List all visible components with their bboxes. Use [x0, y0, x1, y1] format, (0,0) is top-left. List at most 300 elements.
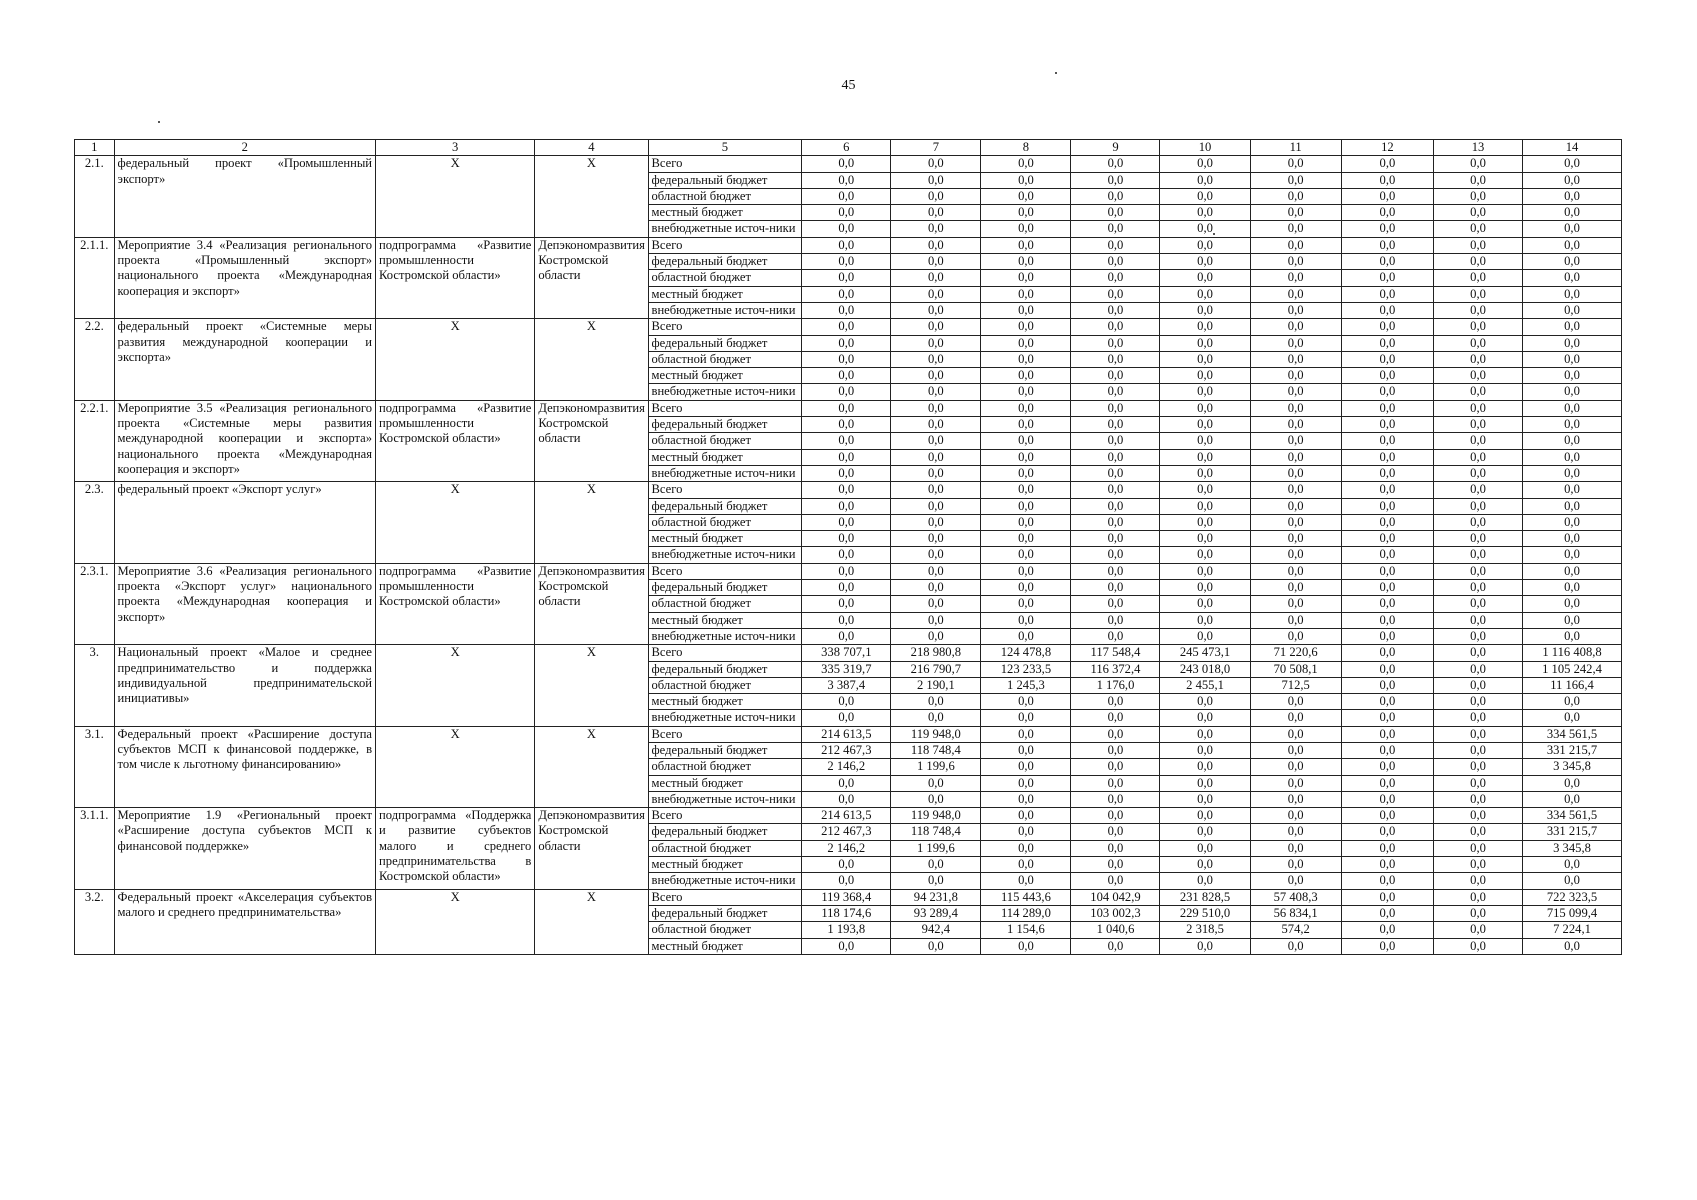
- amount-cell: 2 146,2: [802, 759, 891, 775]
- amount-cell: 0,0: [1160, 563, 1250, 579]
- amount-cell: 0,0: [1523, 384, 1622, 400]
- amount-cell: 0,0: [1523, 188, 1622, 204]
- funding-source: областной бюджет: [648, 922, 802, 938]
- amount-cell: 0,0: [891, 628, 981, 644]
- amount-cell: 0,0: [1434, 547, 1523, 563]
- amount-cell: 0,0: [891, 580, 981, 596]
- event-name: федеральный проект «Промышленный экспорт»: [114, 156, 375, 237]
- amount-cell: 0,0: [1071, 449, 1160, 465]
- column-number-10: 10: [1160, 140, 1250, 156]
- amount-cell: 0,0: [1434, 368, 1523, 384]
- amount-cell: 0,0: [891, 205, 981, 221]
- amount-cell: 0,0: [1250, 596, 1341, 612]
- amount-cell: 0,0: [1523, 710, 1622, 726]
- amount-cell: 0,0: [1250, 400, 1341, 416]
- amount-cell: 0,0: [1160, 824, 1250, 840]
- program-name: Х: [376, 889, 535, 954]
- amount-cell: 0,0: [802, 612, 891, 628]
- amount-cell: 0,0: [981, 791, 1071, 807]
- amount-cell: 0,0: [891, 335, 981, 351]
- amount-cell: 0,0: [891, 449, 981, 465]
- executor-name: Х: [535, 645, 648, 726]
- amount-cell: 0,0: [1434, 286, 1523, 302]
- amount-cell: 0,0: [1071, 335, 1160, 351]
- amount-cell: 0,0: [802, 857, 891, 873]
- funding-source: местный бюджет: [648, 449, 802, 465]
- amount-cell: 0,0: [1341, 498, 1433, 514]
- amount-cell: 0,0: [1071, 563, 1160, 579]
- amount-cell: 57 408,3: [1250, 889, 1341, 905]
- amount-cell: 214 613,5: [802, 808, 891, 824]
- amount-cell: 0,0: [981, 857, 1071, 873]
- amount-cell: 103 002,3: [1071, 905, 1160, 921]
- executor-name: Депэкономразвития Костромской области: [535, 237, 648, 318]
- amount-cell: 0,0: [1071, 351, 1160, 367]
- amount-cell: 0,0: [1160, 302, 1250, 318]
- amount-cell: 0,0: [802, 400, 891, 416]
- amount-cell: 0,0: [1160, 188, 1250, 204]
- amount-cell: 0,0: [1250, 726, 1341, 742]
- amount-cell: 0,0: [1250, 302, 1341, 318]
- amount-cell: 0,0: [981, 628, 1071, 644]
- amount-cell: 0,0: [1341, 384, 1433, 400]
- amount-cell: 0,0: [802, 710, 891, 726]
- table-row: [75, 156, 1622, 172]
- amount-cell: 0,0: [1250, 221, 1341, 237]
- amount-cell: 0,0: [1250, 694, 1341, 710]
- amount-cell: 0,0: [1160, 514, 1250, 530]
- amount-cell: 243 018,0: [1160, 661, 1250, 677]
- amount-cell: 0,0: [1071, 156, 1160, 172]
- amount-cell: 0,0: [1250, 628, 1341, 644]
- amount-cell: 1 199,6: [891, 759, 981, 775]
- amount-cell: 0,0: [1250, 188, 1341, 204]
- amount-cell: 0,0: [1341, 188, 1433, 204]
- amount-cell: 0,0: [1523, 237, 1622, 253]
- amount-cell: 0,0: [981, 482, 1071, 498]
- table-row: [75, 237, 1622, 253]
- amount-cell: 0,0: [1250, 384, 1341, 400]
- amount-cell: 0,0: [1523, 791, 1622, 807]
- amount-cell: 0,0: [802, 449, 891, 465]
- amount-cell: 0,0: [1250, 563, 1341, 579]
- amount-cell: 0,0: [1250, 433, 1341, 449]
- amount-cell: 0,0: [1341, 889, 1433, 905]
- amount-cell: 0,0: [1071, 547, 1160, 563]
- row-code: 3.: [75, 645, 115, 726]
- funding-source: внебюджетные источ-ники: [648, 710, 802, 726]
- row-code: 3.1.: [75, 726, 115, 807]
- amount-cell: 0,0: [1434, 221, 1523, 237]
- amount-cell: 0,0: [1071, 254, 1160, 270]
- amount-cell: 0,0: [1250, 824, 1341, 840]
- amount-cell: 574,2: [1250, 922, 1341, 938]
- amount-cell: 0,0: [1071, 726, 1160, 742]
- amount-cell: 0,0: [1434, 482, 1523, 498]
- amount-cell: 0,0: [802, 172, 891, 188]
- amount-cell: 0,0: [1250, 270, 1341, 286]
- amount-cell: 0,0: [891, 156, 981, 172]
- amount-cell: 114 289,0: [981, 905, 1071, 921]
- amount-cell: 0,0: [891, 775, 981, 791]
- amount-cell: 0,0: [1434, 775, 1523, 791]
- amount-cell: 0,0: [1071, 302, 1160, 318]
- amount-cell: 0,0: [1250, 742, 1341, 758]
- row-code: 2.1.1.: [75, 237, 115, 318]
- funding-source: областной бюджет: [648, 270, 802, 286]
- amount-cell: 0,0: [1160, 400, 1250, 416]
- funding-source: Всего: [648, 156, 802, 172]
- amount-cell: 2 318,5: [1160, 922, 1250, 938]
- amount-cell: 0,0: [1341, 612, 1433, 628]
- amount-cell: 0,0: [1250, 498, 1341, 514]
- amount-cell: 0,0: [891, 319, 981, 335]
- amount-cell: 0,0: [981, 237, 1071, 253]
- amount-cell: 0,0: [802, 286, 891, 302]
- amount-cell: 0,0: [1160, 335, 1250, 351]
- amount-cell: 0,0: [1341, 905, 1433, 921]
- amount-cell: 0,0: [1341, 368, 1433, 384]
- amount-cell: 0,0: [1523, 351, 1622, 367]
- amount-cell: 0,0: [802, 498, 891, 514]
- amount-cell: 0,0: [1434, 726, 1523, 742]
- amount-cell: 0,0: [891, 384, 981, 400]
- page-number: 45: [841, 78, 856, 93]
- event-name: Федеральный проект «Акселерация субъектов малого и среднего предпринимательства»: [114, 889, 375, 954]
- executor-name: Х: [535, 156, 648, 237]
- amount-cell: 0,0: [1434, 645, 1523, 661]
- amount-cell: 0,0: [1160, 710, 1250, 726]
- amount-cell: 0,0: [1250, 514, 1341, 530]
- funding-source: областной бюджет: [648, 514, 802, 530]
- amount-cell: 0,0: [802, 335, 891, 351]
- funding-source: местный бюджет: [648, 531, 802, 547]
- amount-cell: 0,0: [1523, 335, 1622, 351]
- amount-cell: 0,0: [1160, 498, 1250, 514]
- amount-cell: 0,0: [1160, 857, 1250, 873]
- amount-cell: 0,0: [1250, 710, 1341, 726]
- amount-cell: 0,0: [1434, 710, 1523, 726]
- amount-cell: 0,0: [981, 335, 1071, 351]
- funding-source: местный бюджет: [648, 205, 802, 221]
- funding-source: федеральный бюджет: [648, 172, 802, 188]
- amount-cell: 0,0: [1523, 612, 1622, 628]
- amount-cell: 2 455,1: [1160, 677, 1250, 693]
- amount-cell: 0,0: [981, 286, 1071, 302]
- column-number-8: 8: [981, 140, 1071, 156]
- amount-cell: 214 613,5: [802, 726, 891, 742]
- amount-cell: 0,0: [1250, 547, 1341, 563]
- amount-cell: 0,0: [1341, 873, 1433, 889]
- amount-cell: 0,0: [1341, 270, 1433, 286]
- amount-cell: 0,0: [1160, 628, 1250, 644]
- amount-cell: 0,0: [1523, 400, 1622, 416]
- amount-cell: 0,0: [891, 547, 981, 563]
- column-number-11: 11: [1250, 140, 1341, 156]
- amount-cell: 0,0: [1071, 237, 1160, 253]
- amount-cell: 116 372,4: [1071, 661, 1160, 677]
- amount-cell: 0,0: [1160, 938, 1250, 954]
- amount-cell: 0,0: [891, 368, 981, 384]
- amount-cell: 0,0: [1434, 873, 1523, 889]
- funding-source: федеральный бюджет: [648, 254, 802, 270]
- amount-cell: 712,5: [1250, 677, 1341, 693]
- amount-cell: 0,0: [981, 514, 1071, 530]
- amount-cell: 0,0: [981, 270, 1071, 286]
- amount-cell: 0,0: [1071, 433, 1160, 449]
- amount-cell: 0,0: [1160, 286, 1250, 302]
- column-number-1: 1: [75, 140, 115, 156]
- amount-cell: 0,0: [802, 221, 891, 237]
- amount-cell: 0,0: [891, 302, 981, 318]
- table-row: [75, 726, 1622, 742]
- amount-cell: 0,0: [981, 368, 1071, 384]
- amount-cell: 0,0: [802, 302, 891, 318]
- amount-cell: 0,0: [1071, 465, 1160, 481]
- amount-cell: 0,0: [1434, 563, 1523, 579]
- amount-cell: 334 561,5: [1523, 726, 1622, 742]
- amount-cell: 0,0: [1250, 319, 1341, 335]
- budget-table: [74, 139, 1622, 955]
- amount-cell: 0,0: [1071, 188, 1160, 204]
- amount-cell: 0,0: [1160, 612, 1250, 628]
- executor-name: Х: [535, 726, 648, 807]
- amount-cell: 0,0: [1160, 270, 1250, 286]
- program-name: Х: [376, 482, 535, 563]
- funding-source: областной бюджет: [648, 759, 802, 775]
- program-name: подпрограмма «Развитие промышленности Костромской области»: [376, 563, 535, 644]
- amount-cell: 0,0: [891, 221, 981, 237]
- amount-cell: 0,0: [1071, 775, 1160, 791]
- amount-cell: 0,0: [1160, 742, 1250, 758]
- amount-cell: 0,0: [1434, 433, 1523, 449]
- amount-cell: 0,0: [1071, 840, 1160, 856]
- amount-cell: 2 146,2: [802, 840, 891, 856]
- amount-cell: 123 233,5: [981, 661, 1071, 677]
- amount-cell: 0,0: [1434, 596, 1523, 612]
- amount-cell: 0,0: [1341, 596, 1433, 612]
- amount-cell: 0,0: [1523, 531, 1622, 547]
- funding-source: федеральный бюджет: [648, 742, 802, 758]
- amount-cell: 0,0: [1341, 677, 1433, 693]
- amount-cell: 0,0: [1250, 580, 1341, 596]
- amount-cell: 0,0: [1341, 351, 1433, 367]
- amount-cell: 0,0: [891, 791, 981, 807]
- amount-cell: 0,0: [981, 596, 1071, 612]
- amount-cell: 0,0: [981, 221, 1071, 237]
- amount-cell: 1 193,8: [802, 922, 891, 938]
- column-number-row: [75, 140, 1622, 156]
- amount-cell: 0,0: [802, 254, 891, 270]
- amount-cell: 0,0: [1523, 319, 1622, 335]
- amount-cell: 0,0: [1341, 563, 1433, 579]
- amount-cell: 0,0: [1434, 205, 1523, 221]
- funding-source: федеральный бюджет: [648, 661, 802, 677]
- amount-cell: 0,0: [1341, 433, 1433, 449]
- amount-cell: 0,0: [1071, 628, 1160, 644]
- amount-cell: 3 345,8: [1523, 840, 1622, 856]
- amount-cell: 0,0: [1071, 514, 1160, 530]
- table-row: [75, 645, 1622, 661]
- funding-source: местный бюджет: [648, 368, 802, 384]
- amount-cell: 0,0: [981, 824, 1071, 840]
- amount-cell: 0,0: [1341, 156, 1433, 172]
- amount-cell: 212 467,3: [802, 824, 891, 840]
- amount-cell: 0,0: [802, 188, 891, 204]
- amount-cell: 0,0: [802, 531, 891, 547]
- amount-cell: 0,0: [1341, 172, 1433, 188]
- column-number-2: 2: [114, 140, 375, 156]
- amount-cell: 0,0: [1160, 808, 1250, 824]
- amount-cell: 0,0: [1523, 270, 1622, 286]
- column-number-14: 14: [1523, 140, 1622, 156]
- amount-cell: 0,0: [1341, 302, 1433, 318]
- amount-cell: 0,0: [1434, 270, 1523, 286]
- amount-cell: 0,0: [1160, 449, 1250, 465]
- amount-cell: 71 220,6: [1250, 645, 1341, 661]
- funding-source: Всего: [648, 482, 802, 498]
- table-row: [75, 400, 1622, 416]
- amount-cell: 0,0: [1071, 286, 1160, 302]
- amount-cell: 0,0: [1523, 368, 1622, 384]
- amount-cell: 0,0: [891, 710, 981, 726]
- amount-cell: 0,0: [1160, 580, 1250, 596]
- amount-cell: 0,0: [1523, 596, 1622, 612]
- amount-cell: 0,0: [1523, 433, 1622, 449]
- amount-cell: 0,0: [1071, 384, 1160, 400]
- column-number-9: 9: [1071, 140, 1160, 156]
- amount-cell: 0,0: [1341, 580, 1433, 596]
- table-row: [75, 319, 1622, 335]
- event-name: Мероприятие 1.9 «Региональный проект «Расширение доступа субъектов МСП к финансовой поддержке»: [114, 808, 375, 889]
- amount-cell: 0,0: [981, 873, 1071, 889]
- amount-cell: 0,0: [891, 596, 981, 612]
- funding-source: внебюджетные источ-ники: [648, 465, 802, 481]
- amount-cell: 0,0: [802, 628, 891, 644]
- amount-cell: 0,0: [1434, 612, 1523, 628]
- amount-cell: 0,0: [1434, 808, 1523, 824]
- amount-cell: 0,0: [1341, 547, 1433, 563]
- amount-cell: 0,0: [1434, 840, 1523, 856]
- amount-cell: 0,0: [1341, 938, 1433, 954]
- amount-cell: 0,0: [1071, 808, 1160, 824]
- amount-cell: 0,0: [1434, 237, 1523, 253]
- amount-cell: 0,0: [1341, 531, 1433, 547]
- amount-cell: 0,0: [981, 319, 1071, 335]
- amount-cell: 335 319,7: [802, 661, 891, 677]
- amount-cell: 0,0: [1341, 482, 1433, 498]
- amount-cell: 0,0: [1250, 237, 1341, 253]
- amount-cell: 0,0: [981, 302, 1071, 318]
- amount-cell: 0,0: [1250, 482, 1341, 498]
- column-number-13: 13: [1434, 140, 1523, 156]
- amount-cell: 0,0: [891, 563, 981, 579]
- program-name: Х: [376, 645, 535, 726]
- amount-cell: 0,0: [1341, 857, 1433, 873]
- funding-source: внебюджетные источ-ники: [648, 547, 802, 563]
- table-row: [75, 482, 1622, 498]
- amount-cell: 0,0: [1250, 156, 1341, 172]
- amount-cell: 1 154,6: [981, 922, 1071, 938]
- amount-cell: 0,0: [1071, 873, 1160, 889]
- table-row: [75, 563, 1622, 579]
- amount-cell: 0,0: [1434, 188, 1523, 204]
- amount-cell: 0,0: [1341, 335, 1433, 351]
- amount-cell: 0,0: [1160, 791, 1250, 807]
- amount-cell: 334 561,5: [1523, 808, 1622, 824]
- amount-cell: 0,0: [1341, 221, 1433, 237]
- amount-cell: 0,0: [1523, 938, 1622, 954]
- amount-cell: 0,0: [1341, 791, 1433, 807]
- amount-cell: 0,0: [1523, 286, 1622, 302]
- amount-cell: 0,0: [802, 873, 891, 889]
- amount-cell: 0,0: [1523, 172, 1622, 188]
- program-name: подпрограмма «Развитие промышленности Костромской области»: [376, 400, 535, 481]
- scan-speck: [158, 121, 160, 123]
- amount-cell: 56 834,1: [1250, 905, 1341, 921]
- amount-cell: 2 190,1: [891, 677, 981, 693]
- amount-cell: 0,0: [981, 433, 1071, 449]
- amount-cell: 0,0: [1523, 156, 1622, 172]
- amount-cell: 104 042,9: [1071, 889, 1160, 905]
- event-name: федеральный проект «Системные меры развития международной кооперации и экспорта»: [114, 319, 375, 400]
- amount-cell: 0,0: [981, 188, 1071, 204]
- funding-source: федеральный бюджет: [648, 417, 802, 433]
- amount-cell: 0,0: [1071, 580, 1160, 596]
- amount-cell: 0,0: [1523, 694, 1622, 710]
- amount-cell: 0,0: [1434, 417, 1523, 433]
- funding-source: федеральный бюджет: [648, 824, 802, 840]
- amount-cell: 0,0: [1160, 726, 1250, 742]
- amount-cell: 0,0: [1341, 465, 1433, 481]
- amount-cell: 0,0: [1160, 254, 1250, 270]
- amount-cell: 0,0: [1071, 791, 1160, 807]
- amount-cell: 124 478,8: [981, 645, 1071, 661]
- amount-cell: 0,0: [1160, 465, 1250, 481]
- amount-cell: 0,0: [1160, 759, 1250, 775]
- funding-source: внебюджетные источ-ники: [648, 873, 802, 889]
- funding-source: Всего: [648, 726, 802, 742]
- funding-source: областной бюджет: [648, 677, 802, 693]
- funding-source: областной бюджет: [648, 351, 802, 367]
- amount-cell: 0,0: [1434, 449, 1523, 465]
- amount-cell: 0,0: [981, 742, 1071, 758]
- amount-cell: 0,0: [1434, 922, 1523, 938]
- funding-source: местный бюджет: [648, 612, 802, 628]
- funding-source: областной бюджет: [648, 188, 802, 204]
- amount-cell: 0,0: [1434, 759, 1523, 775]
- amount-cell: 1 176,0: [1071, 677, 1160, 693]
- table-row: [75, 889, 1622, 905]
- amount-cell: 0,0: [981, 351, 1071, 367]
- amount-cell: 0,0: [1523, 449, 1622, 465]
- amount-cell: 0,0: [802, 547, 891, 563]
- amount-cell: 0,0: [981, 938, 1071, 954]
- amount-cell: 0,0: [891, 857, 981, 873]
- amount-cell: 0,0: [891, 465, 981, 481]
- column-number-4: 4: [535, 140, 648, 156]
- funding-source: местный бюджет: [648, 775, 802, 791]
- amount-cell: 331 215,7: [1523, 742, 1622, 758]
- amount-cell: 0,0: [891, 417, 981, 433]
- amount-cell: 0,0: [891, 188, 981, 204]
- amount-cell: 0,0: [1523, 563, 1622, 579]
- amount-cell: 0,0: [1523, 775, 1622, 791]
- amount-cell: 0,0: [1071, 417, 1160, 433]
- amount-cell: 942,4: [891, 922, 981, 938]
- amount-cell: 0,0: [1434, 156, 1523, 172]
- funding-source: внебюджетные источ-ники: [648, 384, 802, 400]
